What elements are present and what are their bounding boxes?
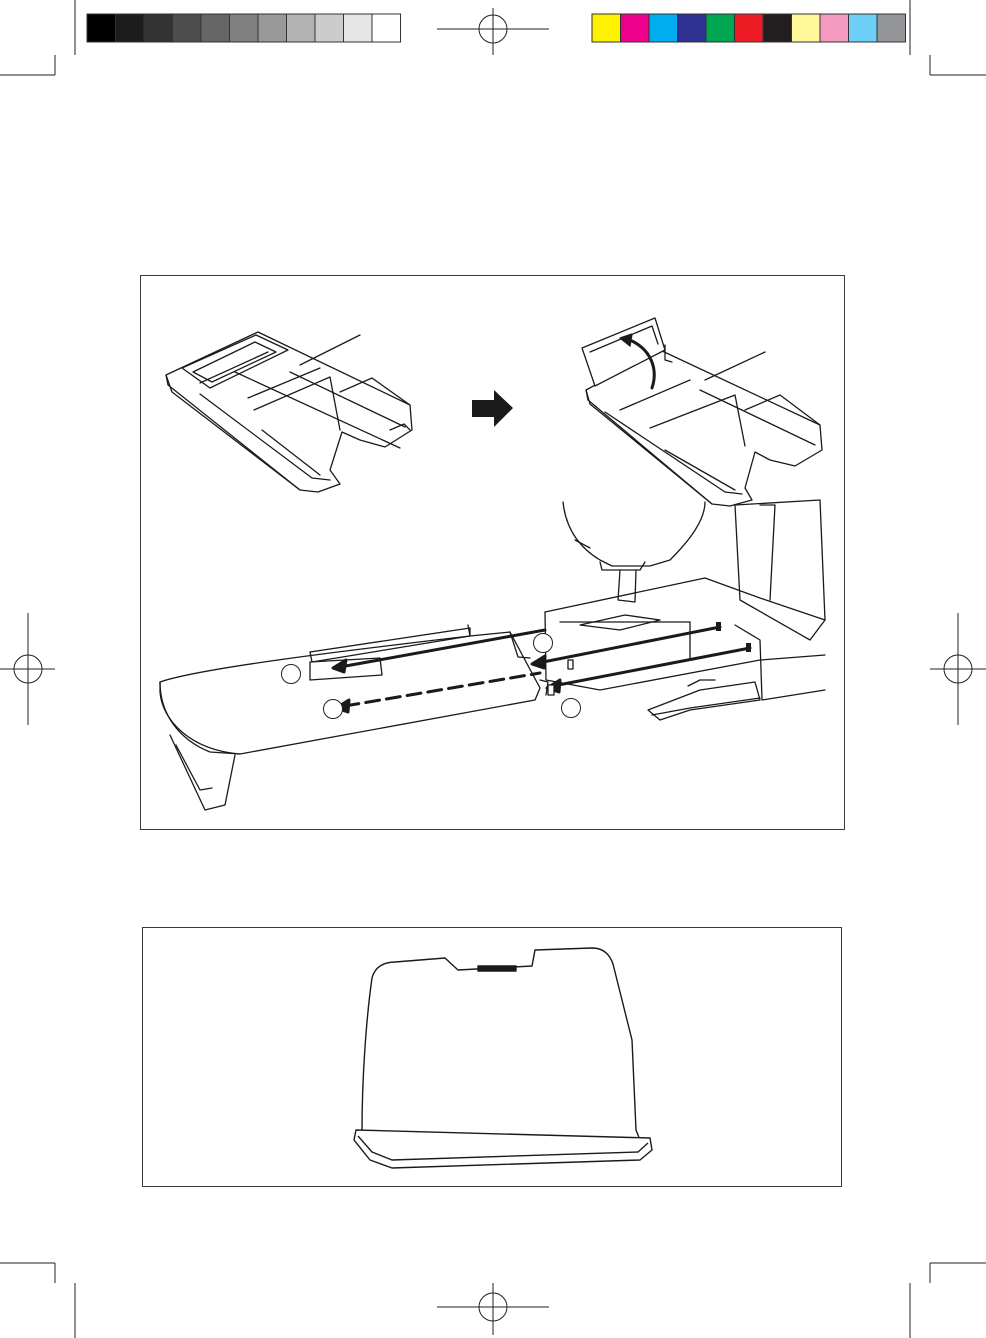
dust-cover-icon (354, 948, 652, 1168)
